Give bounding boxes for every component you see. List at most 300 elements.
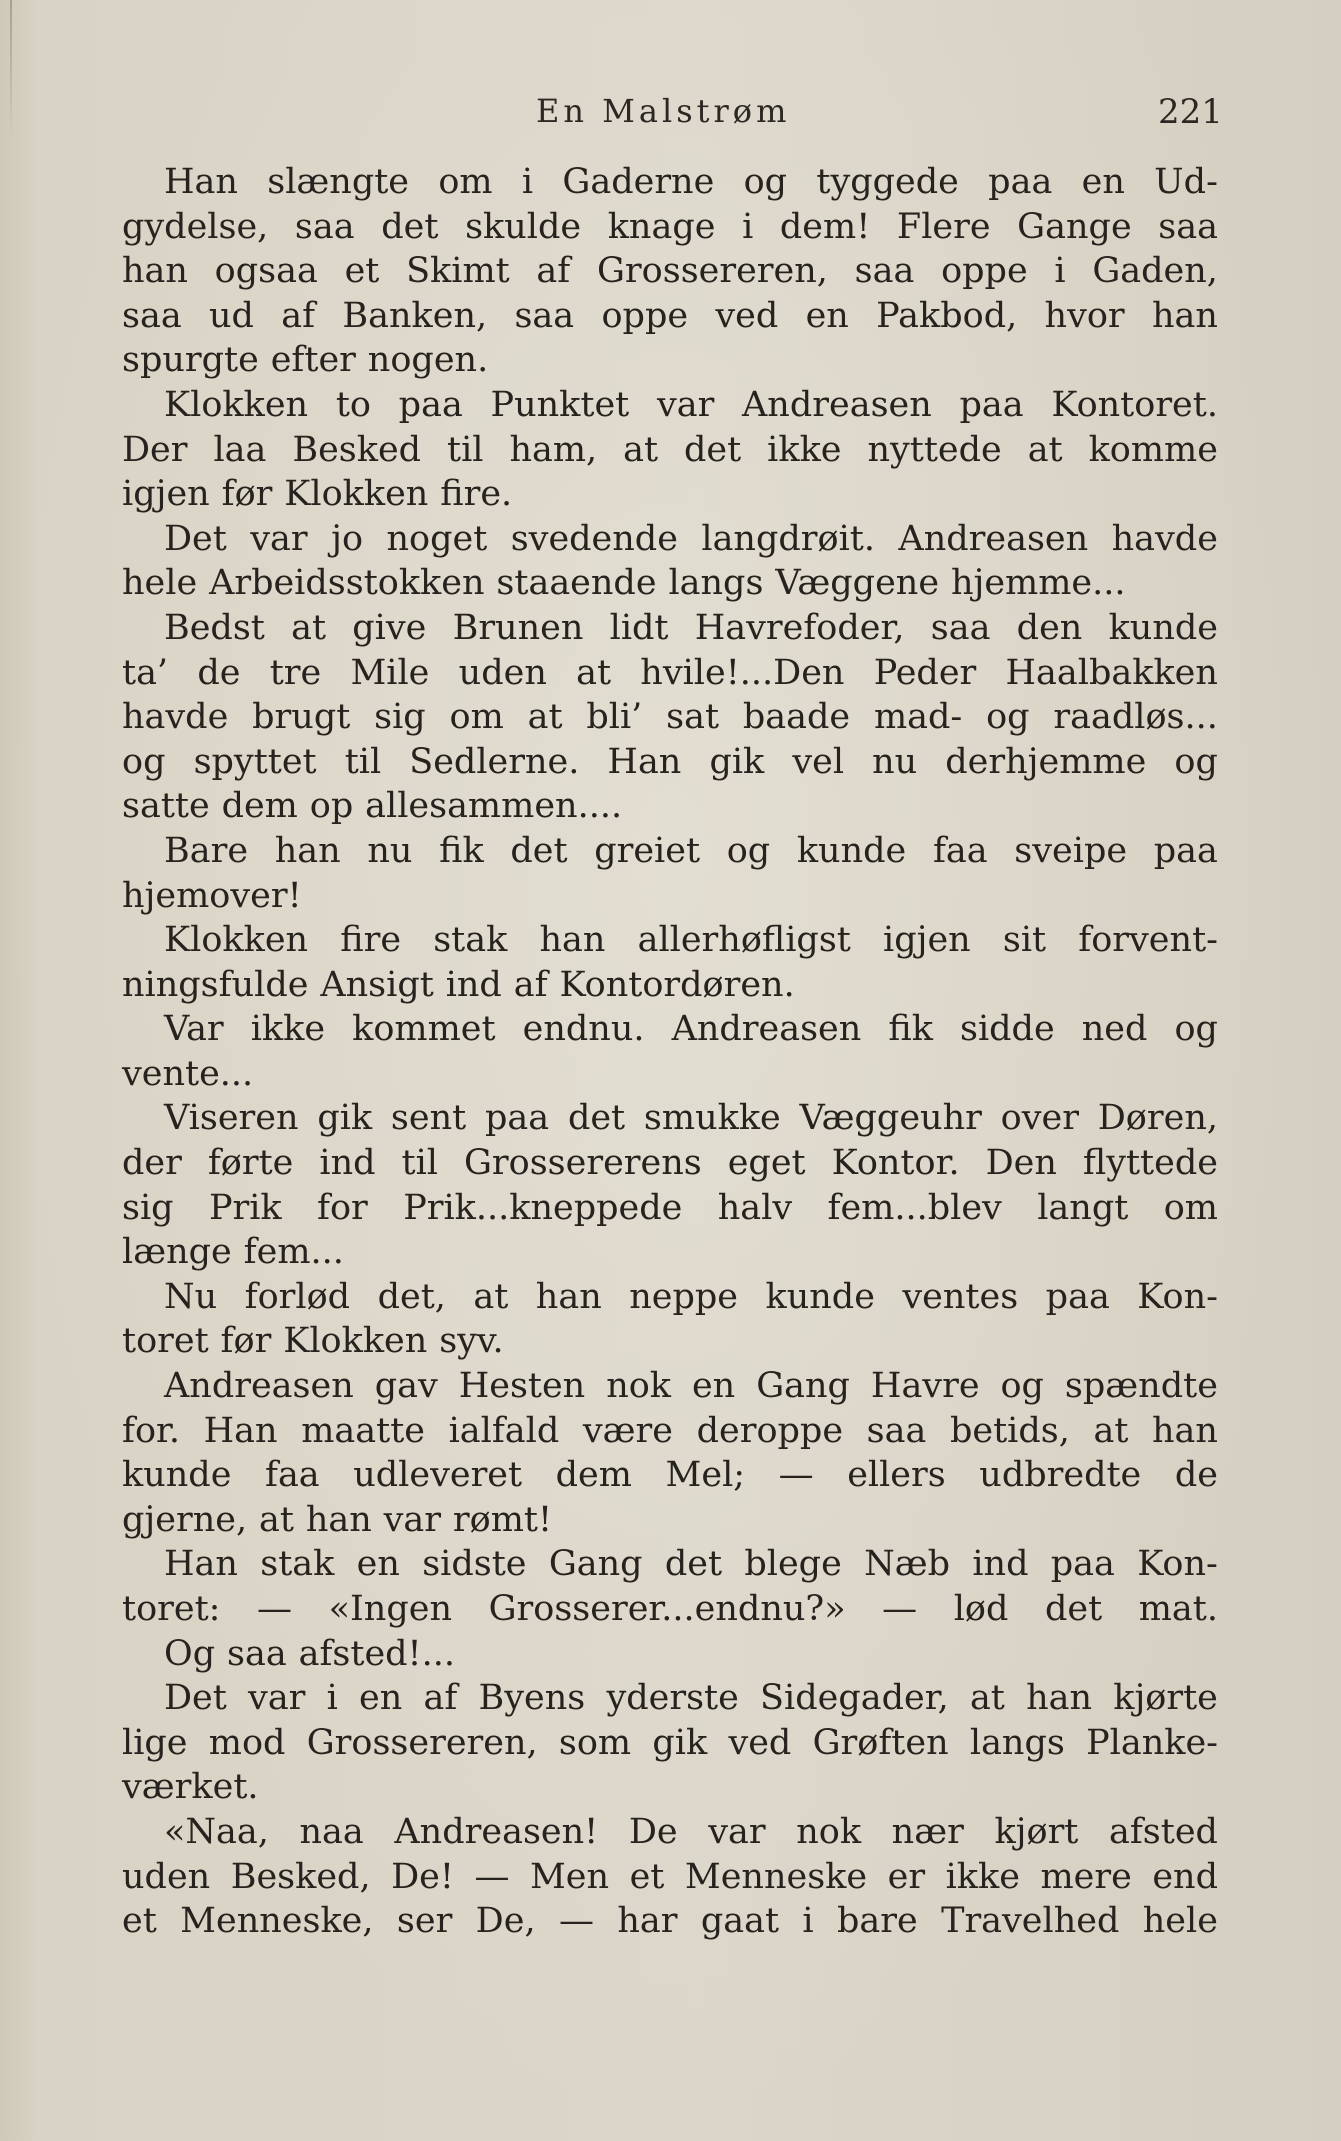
word: — bbox=[474, 1856, 510, 1897]
word: Klokken bbox=[164, 920, 309, 961]
word: Grossererens bbox=[463, 1143, 702, 1184]
word: at bbox=[623, 429, 659, 470]
word: sidde bbox=[960, 1009, 1055, 1050]
word: ud bbox=[209, 295, 254, 336]
word: Arbeidsstokken bbox=[209, 563, 485, 604]
word: ellers bbox=[847, 1455, 946, 1496]
word: naa bbox=[299, 1811, 364, 1852]
word: end bbox=[1152, 1856, 1218, 1897]
word: igjen bbox=[883, 920, 971, 961]
word: det bbox=[1044, 1589, 1103, 1629]
word: paa bbox=[988, 162, 1053, 202]
word: yderste bbox=[606, 1678, 739, 1719]
word: at bbox=[291, 607, 327, 648]
word: det bbox=[684, 429, 742, 470]
word: Mel; bbox=[665, 1455, 746, 1496]
word: i bbox=[742, 206, 754, 247]
word: ser bbox=[396, 1901, 453, 1942]
word: derhjemme bbox=[945, 741, 1147, 782]
word: flyttede bbox=[1082, 1143, 1218, 1184]
word: nyttede bbox=[867, 429, 1002, 470]
word: Hesten bbox=[458, 1366, 586, 1407]
word: hvile!...Den bbox=[640, 652, 845, 693]
word: Travelhed bbox=[941, 1901, 1120, 1942]
word: Byens bbox=[478, 1678, 586, 1719]
text-line bbox=[122, 1899, 1218, 1944]
word: nogen. bbox=[367, 340, 489, 381]
word: og bbox=[726, 830, 771, 871]
word: Brunen bbox=[452, 607, 584, 648]
word: Han bbox=[203, 1410, 278, 1451]
word: faa bbox=[932, 830, 988, 871]
word: var bbox=[250, 518, 308, 559]
word: mat. bbox=[1138, 1589, 1218, 1629]
word: hjemme... bbox=[950, 563, 1126, 604]
word: satte bbox=[122, 786, 210, 827]
word: kjørte bbox=[1113, 1678, 1218, 1719]
text-line bbox=[122, 1855, 1218, 1900]
word: fem... bbox=[243, 1232, 344, 1273]
word: om bbox=[1163, 1187, 1218, 1228]
text-line bbox=[122, 472, 1218, 517]
word: saa bbox=[930, 607, 991, 648]
word: kunde bbox=[796, 830, 907, 871]
word: han bbox=[1151, 295, 1218, 336]
word: ta’ bbox=[122, 652, 169, 693]
word: raadløs... bbox=[1053, 697, 1218, 738]
text-line bbox=[122, 1632, 1218, 1677]
text-line bbox=[122, 606, 1218, 651]
word: det bbox=[567, 1098, 626, 1139]
word: af bbox=[423, 1678, 458, 1719]
word: Besked, bbox=[230, 1856, 371, 1897]
word: Og bbox=[164, 1633, 216, 1674]
text-line bbox=[122, 918, 1218, 963]
word: værket. bbox=[122, 1767, 259, 1808]
word: fire. bbox=[440, 474, 513, 515]
word: Mile bbox=[350, 652, 430, 693]
word: ikke bbox=[250, 1009, 326, 1050]
word: den bbox=[1016, 607, 1083, 648]
word: Var bbox=[164, 1009, 224, 1050]
word: og bbox=[986, 697, 1030, 738]
word: Havre bbox=[870, 1366, 980, 1407]
word: om bbox=[449, 697, 504, 738]
word: Den bbox=[985, 1143, 1057, 1184]
text-line bbox=[122, 1409, 1218, 1454]
text-line bbox=[122, 1587, 1218, 1632]
word: Gang bbox=[548, 1544, 643, 1585]
word: om bbox=[438, 162, 493, 202]
word: «Naa, bbox=[164, 1811, 269, 1852]
word: og bbox=[1000, 1366, 1044, 1407]
word: Andreasen bbox=[742, 384, 932, 425]
text-line bbox=[122, 1542, 1218, 1587]
word: Han bbox=[607, 741, 682, 782]
word: Kontordøren. bbox=[559, 964, 795, 1005]
word: et bbox=[122, 1901, 157, 1942]
body-text bbox=[122, 160, 1218, 1944]
word: lidt bbox=[609, 607, 669, 648]
word: paa bbox=[959, 384, 1024, 425]
word: ind bbox=[972, 1544, 1029, 1585]
word: Kontoret. bbox=[1051, 384, 1218, 425]
word: Banken, bbox=[342, 295, 488, 336]
word: Andreasen bbox=[164, 1366, 354, 1407]
text-line bbox=[122, 1765, 1218, 1810]
word: Han bbox=[164, 1544, 238, 1585]
word: afsted!... bbox=[298, 1633, 455, 1674]
word: — bbox=[257, 1589, 292, 1629]
word: — bbox=[882, 1589, 918, 1629]
word: paa bbox=[398, 384, 463, 425]
text-line bbox=[122, 561, 1218, 606]
word: vel bbox=[792, 741, 845, 782]
text-line bbox=[122, 517, 1218, 562]
word: sit bbox=[1002, 920, 1047, 961]
word: Ud- bbox=[1154, 162, 1218, 202]
word: Bare bbox=[164, 830, 249, 871]
word: langs bbox=[668, 563, 764, 604]
word: havde bbox=[122, 697, 229, 738]
word: var bbox=[383, 1499, 442, 1540]
word: ind bbox=[445, 964, 502, 1005]
word: af bbox=[536, 251, 571, 292]
word: Grossereren, bbox=[596, 251, 828, 292]
word: ham, bbox=[509, 429, 598, 470]
word: sig bbox=[374, 697, 426, 738]
word: Grosserer...endnu?» bbox=[488, 1589, 846, 1629]
word: gydelse, bbox=[122, 206, 269, 247]
word: en bbox=[691, 1366, 736, 1407]
word: Der bbox=[122, 429, 188, 470]
word: Planke- bbox=[1086, 1722, 1218, 1763]
word: at bbox=[473, 1276, 509, 1317]
word: toret: bbox=[122, 1589, 221, 1629]
word: og bbox=[743, 162, 788, 202]
word: rømt! bbox=[452, 1499, 553, 1540]
word: hele bbox=[1142, 1901, 1218, 1942]
word: ved bbox=[715, 295, 779, 336]
word: Andreasen! bbox=[394, 1811, 599, 1852]
text-line bbox=[122, 205, 1218, 250]
word: spyttet bbox=[193, 741, 317, 782]
word: havde bbox=[1111, 518, 1218, 559]
word: Klokken bbox=[284, 474, 429, 515]
word: over bbox=[1000, 1098, 1079, 1139]
word: lød bbox=[953, 1589, 1009, 1629]
word: kommet bbox=[352, 1009, 496, 1050]
text-line bbox=[122, 695, 1218, 740]
word: Han bbox=[164, 162, 238, 202]
word: som bbox=[558, 1722, 632, 1763]
word: Viseren bbox=[164, 1098, 299, 1139]
word: at bbox=[1093, 1410, 1129, 1451]
word: gik bbox=[709, 741, 765, 782]
word: hvor bbox=[1044, 295, 1125, 336]
word: og bbox=[122, 741, 166, 782]
word: tre bbox=[269, 652, 322, 693]
word: smukke bbox=[643, 1098, 781, 1139]
word: fik bbox=[888, 1009, 933, 1050]
word: han bbox=[1026, 1678, 1093, 1719]
text-line bbox=[122, 1676, 1218, 1721]
word: ikke bbox=[945, 1856, 1020, 1897]
word: var bbox=[656, 384, 715, 425]
word: to bbox=[335, 384, 371, 425]
word: ventes bbox=[902, 1276, 1019, 1317]
word: komme bbox=[1088, 429, 1218, 470]
word: en bbox=[1081, 162, 1125, 202]
word: af bbox=[281, 295, 316, 336]
word: Ansigt bbox=[320, 964, 434, 1005]
word: Kontor. bbox=[831, 1143, 960, 1184]
word: sveipe bbox=[1014, 830, 1128, 871]
word: Gange bbox=[1017, 206, 1132, 247]
word: Prik...kneppede bbox=[403, 1187, 683, 1228]
word: bare bbox=[837, 1901, 918, 1942]
word: han bbox=[305, 1499, 372, 1540]
word: for. bbox=[122, 1410, 181, 1451]
word: Prik bbox=[208, 1187, 282, 1228]
text-line bbox=[122, 651, 1218, 696]
word: endnu. bbox=[522, 1009, 645, 1050]
text-line bbox=[122, 428, 1218, 473]
word: var bbox=[248, 1678, 306, 1719]
word: igjen bbox=[122, 474, 210, 515]
word: være bbox=[582, 1410, 673, 1451]
running-header bbox=[0, 92, 1341, 138]
word: ikke bbox=[767, 429, 842, 470]
word: langs bbox=[969, 1722, 1065, 1763]
word: Grossereren, bbox=[306, 1722, 538, 1763]
word: en bbox=[356, 1544, 400, 1585]
text-line bbox=[122, 784, 1218, 829]
word: i bbox=[1054, 251, 1066, 292]
word: før bbox=[221, 474, 273, 515]
text-line bbox=[122, 1096, 1218, 1141]
running-title: En Malstrøm bbox=[536, 92, 791, 130]
word: nær bbox=[891, 1811, 964, 1852]
word: til bbox=[344, 741, 382, 782]
word: give bbox=[352, 607, 427, 648]
word: har bbox=[617, 1901, 678, 1942]
word: dem bbox=[555, 1455, 632, 1496]
word: kunde bbox=[1108, 607, 1218, 648]
word: uden bbox=[458, 652, 547, 693]
text-line bbox=[122, 874, 1218, 919]
word: — bbox=[558, 1901, 594, 1942]
word: kunde bbox=[122, 1455, 232, 1496]
word: udleveret bbox=[353, 1455, 523, 1496]
word: de bbox=[197, 652, 241, 693]
text-line bbox=[122, 1007, 1218, 1052]
word: spændte bbox=[1064, 1366, 1218, 1407]
word: Havrefoder, bbox=[694, 607, 905, 648]
word: Næb bbox=[864, 1544, 951, 1585]
word: sat bbox=[666, 697, 720, 738]
word: svedende bbox=[510, 518, 678, 559]
word: knage bbox=[607, 206, 716, 247]
word: spurgte bbox=[122, 340, 259, 381]
word: sent bbox=[390, 1098, 467, 1139]
word: fire bbox=[340, 920, 402, 961]
word: toret bbox=[122, 1321, 209, 1362]
word: hjemover! bbox=[122, 875, 302, 916]
word: nok bbox=[606, 1366, 672, 1407]
text-line bbox=[122, 829, 1218, 874]
word: greiet bbox=[594, 830, 701, 871]
text-line bbox=[122, 1453, 1218, 1498]
word: neppe bbox=[629, 1276, 739, 1317]
word: — bbox=[778, 1455, 814, 1496]
word: han bbox=[274, 830, 341, 871]
word: for bbox=[317, 1187, 368, 1228]
word: at bbox=[576, 652, 612, 693]
word: og bbox=[1174, 1009, 1218, 1050]
word: det bbox=[381, 206, 439, 247]
word: Bedst bbox=[164, 607, 265, 648]
word: nok bbox=[796, 1811, 862, 1852]
word: Besked bbox=[292, 429, 422, 470]
word: De! bbox=[391, 1856, 454, 1897]
word: saa bbox=[122, 295, 182, 336]
word: ialfald bbox=[448, 1410, 560, 1451]
word: at bbox=[969, 1678, 1005, 1719]
word: tyggede bbox=[816, 162, 959, 202]
word: mere bbox=[1040, 1856, 1132, 1897]
text-line bbox=[122, 1364, 1218, 1409]
text-line bbox=[122, 294, 1218, 339]
word: Haalbakken bbox=[1005, 652, 1218, 693]
word: før bbox=[220, 1321, 272, 1362]
word: det, bbox=[377, 1276, 446, 1317]
text-line bbox=[122, 1230, 1218, 1275]
word: gik bbox=[317, 1098, 373, 1139]
word: stak bbox=[433, 920, 508, 961]
word: saa bbox=[854, 251, 915, 292]
word: paa bbox=[1045, 1276, 1110, 1317]
word: Gang bbox=[756, 1366, 850, 1407]
word: at bbox=[258, 1499, 294, 1540]
word: Klokken bbox=[283, 1321, 428, 1362]
word: var bbox=[708, 1811, 766, 1852]
word: langt bbox=[1037, 1187, 1129, 1228]
word: saa bbox=[514, 295, 575, 336]
word: faa bbox=[264, 1455, 320, 1496]
word: er bbox=[887, 1856, 926, 1897]
word: ningsfulde bbox=[122, 964, 309, 1005]
text-line bbox=[122, 338, 1218, 383]
word: laa bbox=[213, 429, 267, 470]
text-line bbox=[122, 1186, 1218, 1231]
word: uden bbox=[122, 1856, 211, 1897]
word: paa bbox=[1153, 830, 1218, 871]
word: sig bbox=[122, 1187, 174, 1228]
word: Klokken bbox=[164, 384, 309, 425]
word: af bbox=[513, 964, 548, 1005]
word: paa bbox=[1050, 1544, 1115, 1585]
word: Kon- bbox=[1137, 1276, 1218, 1317]
word: langdrøit. bbox=[701, 518, 875, 559]
word: i bbox=[326, 1678, 338, 1719]
word: ogsaa bbox=[214, 251, 318, 292]
word: Men bbox=[529, 1856, 610, 1897]
text-line bbox=[122, 1141, 1218, 1186]
word: forvent- bbox=[1078, 920, 1218, 961]
text-line bbox=[122, 740, 1218, 785]
word: deroppe bbox=[696, 1410, 844, 1451]
text-line bbox=[122, 963, 1218, 1008]
text-line bbox=[122, 1721, 1218, 1766]
word: og bbox=[1174, 741, 1218, 782]
text-line bbox=[122, 249, 1218, 294]
word: saa bbox=[1158, 206, 1218, 247]
word: det bbox=[664, 1544, 723, 1585]
word: nu bbox=[872, 741, 918, 782]
word: syv. bbox=[439, 1321, 504, 1362]
word: De bbox=[628, 1811, 678, 1852]
word: Døren, bbox=[1097, 1098, 1218, 1139]
word: Punktet bbox=[490, 384, 630, 425]
word: Menneske, bbox=[180, 1901, 374, 1942]
word: han bbox=[535, 1276, 602, 1317]
word: Nu bbox=[164, 1276, 218, 1317]
word: i bbox=[521, 162, 534, 202]
word: gik bbox=[652, 1722, 708, 1763]
word: ind bbox=[319, 1143, 376, 1184]
word: ved bbox=[728, 1722, 792, 1763]
word: Grøften bbox=[812, 1722, 949, 1763]
text-line bbox=[122, 1498, 1218, 1543]
word: et bbox=[629, 1856, 665, 1897]
word: afsted bbox=[1108, 1811, 1218, 1852]
text-line bbox=[122, 1275, 1218, 1320]
word: dem bbox=[221, 786, 298, 827]
word: gaat bbox=[700, 1901, 780, 1942]
word: paa bbox=[485, 1098, 550, 1139]
word: Menneske bbox=[684, 1856, 868, 1897]
word: ned bbox=[1081, 1009, 1148, 1050]
word: nu bbox=[367, 830, 413, 871]
text-line bbox=[122, 160, 1218, 205]
text-line bbox=[122, 1052, 1218, 1097]
word: førte bbox=[207, 1143, 294, 1184]
word: Andreasen bbox=[671, 1009, 862, 1050]
word: De, bbox=[475, 1901, 536, 1942]
word: mad- bbox=[873, 697, 963, 738]
word: der bbox=[122, 1143, 182, 1184]
word: Det bbox=[164, 1678, 227, 1719]
word: vente... bbox=[122, 1053, 254, 1094]
word: stak bbox=[260, 1544, 335, 1585]
word: Gaden, bbox=[1092, 251, 1218, 292]
word: kjørt bbox=[994, 1811, 1079, 1852]
word: bli’ bbox=[586, 697, 643, 738]
text-line bbox=[122, 1810, 1218, 1855]
word: længe bbox=[122, 1232, 232, 1273]
word: brugt bbox=[252, 697, 351, 738]
word: blege bbox=[744, 1544, 842, 1585]
word: eget bbox=[727, 1143, 806, 1184]
word: baade bbox=[742, 697, 851, 738]
word: Væggene bbox=[775, 563, 940, 604]
word: mod bbox=[208, 1722, 286, 1763]
word: Væggeuhr bbox=[799, 1098, 982, 1139]
word: han bbox=[122, 251, 188, 292]
word: op bbox=[309, 786, 354, 827]
word: Sedlerne. bbox=[409, 741, 580, 782]
